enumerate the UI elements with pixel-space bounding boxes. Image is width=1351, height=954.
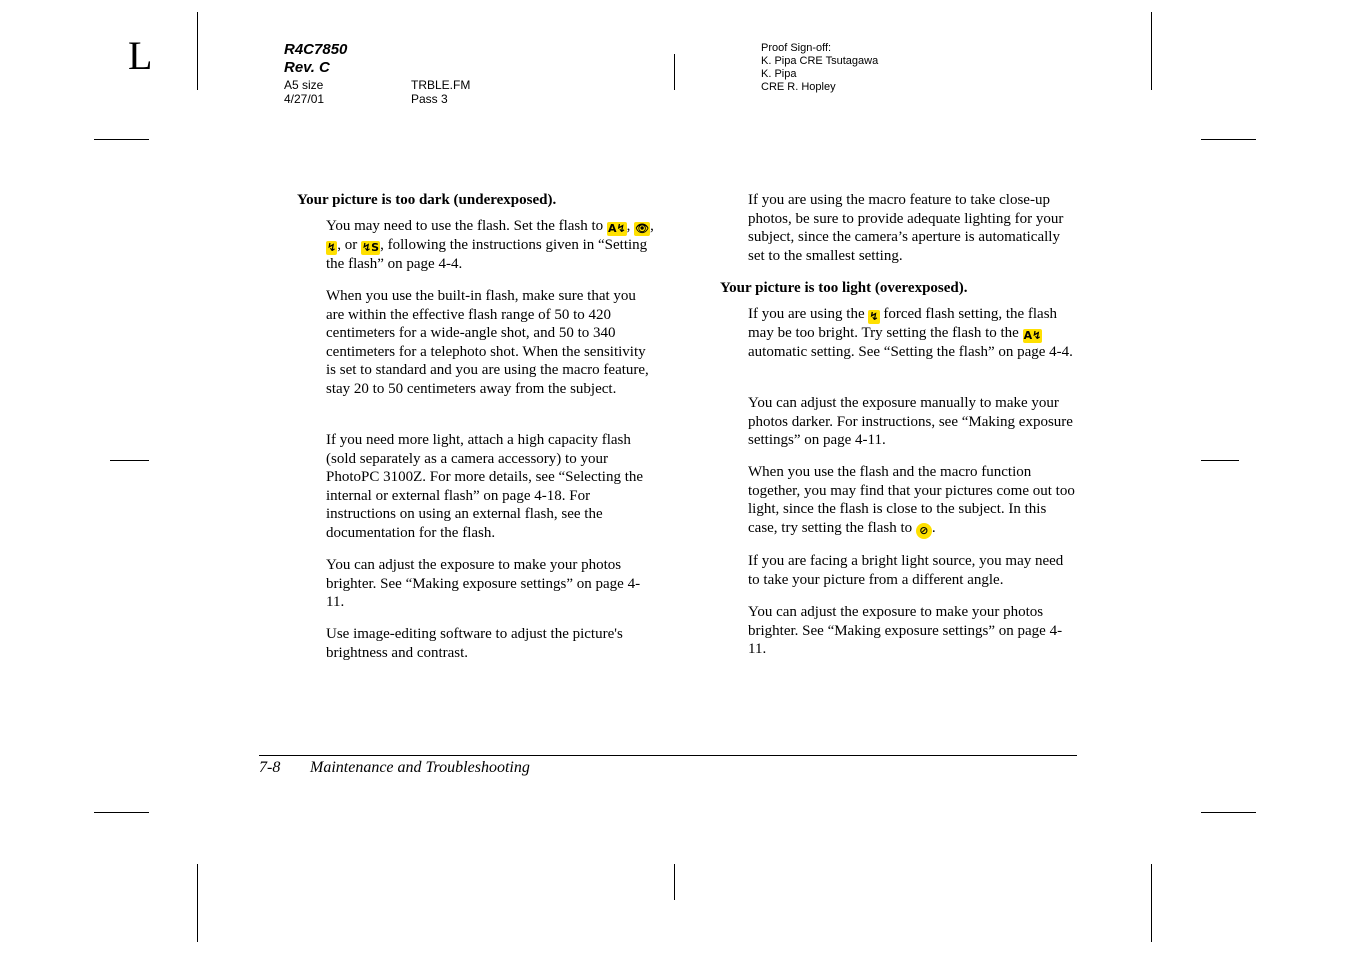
crop-mark-left-lower bbox=[94, 812, 149, 813]
proof-line: K. Pipa bbox=[761, 68, 797, 80]
crop-mark-right-middle bbox=[1201, 460, 1239, 461]
auto-flash-icon: A↯ bbox=[1023, 329, 1042, 342]
crop-mark-right-upper bbox=[1201, 139, 1256, 140]
section-heading-underexposed: Your picture is too dark (underexposed). bbox=[297, 192, 557, 208]
crop-mark-bottom-right bbox=[1151, 864, 1152, 942]
paragraph-external-flash: If you need more light, attach a high capacity flash (sold separately as a camera accessory) to your PhotoPC 3100Z. For more details, see “Selecting the internal or external flash” on page 4-18. For instructions on using an external flash, see the documentation for the flash. bbox=[326, 432, 644, 541]
corner-letter: L bbox=[128, 33, 153, 78]
text-run: , bbox=[626, 218, 631, 234]
crop-mark-top-left bbox=[197, 12, 198, 90]
text-run: automatic setting. See “Setting the flash” on page 4-4. bbox=[748, 344, 1073, 360]
footer-rule bbox=[259, 755, 1077, 756]
paragraph-exposure-darker: You can adjust the exposure manually to make your photos darker. For instructions, see “Making exposure settings” on page 4-11. bbox=[748, 395, 1073, 449]
header-date: 4/27/01 bbox=[284, 92, 325, 106]
text-run: You may need to use the flash. Set the flash to bbox=[326, 218, 607, 234]
crop-mark-right-lower bbox=[1201, 812, 1256, 813]
page-number: 7-8 bbox=[259, 759, 281, 776]
forced-flash-icon: ↯ bbox=[869, 310, 879, 323]
paragraph-exposure-brighter-right: You can adjust the exposure to make your photos brighter. See “Making exposure settings” on page 4-11. bbox=[748, 604, 1063, 658]
crop-mark-left-upper bbox=[94, 139, 149, 140]
text-run: . bbox=[931, 519, 936, 536]
proof-line: CRE R. Hopley bbox=[761, 81, 836, 93]
proof-line: Proof Sign-off: bbox=[761, 42, 832, 54]
text-run: , following the instructions given in “Setting the flash” on page 4-4. bbox=[326, 237, 648, 272]
text-run: If you are using the bbox=[748, 306, 869, 322]
paragraph-forced-flash bbox=[748, 305, 1076, 362]
text-run: , bbox=[650, 218, 654, 234]
crop-mark-bottom-center bbox=[674, 864, 675, 900]
paragraph-exposure-brighter: You can adjust the exposure to make your photos brighter. See “Making exposure settings” on page 4-11. bbox=[326, 557, 641, 611]
header-revision: Rev. C bbox=[284, 59, 330, 76]
paragraph-flash-range: When you use the built-in flash, make sure that you are within the effective flash range of 50 to 420 centimeters for a wide-angle shot, and 50 to 340 centimeters for a telephoto shot. When the sensitivity is set to standard and you are using the macro feature, stay 20 to 50 centimeters away from the subject. bbox=[326, 288, 649, 397]
red-eye-icon: 👁 bbox=[635, 222, 650, 235]
paragraph-macro-lighting: If you are using the macro feature to take close-up photos, be sure to provide adequate lighting for your subject, since the camera’s aperture is automatically set to the smallest setting. bbox=[748, 192, 1064, 264]
auto-flash-icon: A↯ bbox=[607, 222, 626, 235]
proof-line: K. Pipa CRE Tsutagawa bbox=[761, 55, 879, 67]
text-run: When you use the flash and the macro function together, you may find that your pictures come out too light, since the flash is close to the subject. In this case, try setting the flash to bbox=[748, 464, 1075, 536]
paragraph-bright-light: If you are facing a bright light source, you may need to take your picture from a different angle. bbox=[748, 553, 1064, 588]
header-size: A5 size bbox=[284, 78, 324, 92]
footer-section-title: Maintenance and Troubleshooting bbox=[310, 759, 530, 776]
crop-mark-left-middle bbox=[110, 460, 149, 461]
crop-mark-top-right bbox=[1151, 12, 1152, 90]
crop-mark-top-center bbox=[674, 54, 675, 90]
flash-off-icon: ⊘ bbox=[916, 523, 932, 539]
proof-signoff bbox=[761, 42, 878, 94]
paragraph-flash-setting bbox=[326, 217, 654, 274]
header-model: R4C7850 bbox=[284, 41, 348, 58]
section-heading-overexposed: Your picture is too light (overexposed). bbox=[720, 280, 968, 296]
header-pass: Pass 3 bbox=[411, 92, 448, 106]
header-file: TRBLE.FM bbox=[411, 78, 471, 92]
text-run: , or bbox=[337, 237, 361, 253]
crop-mark-bottom-left bbox=[197, 864, 198, 942]
paragraph-image-editing: Use image-editing software to adjust the picture's brightness and contrast. bbox=[326, 626, 623, 661]
paragraph-flash-macro bbox=[748, 463, 1076, 539]
slow-sync-flash-icon: ↯S bbox=[361, 241, 380, 254]
forced-flash-icon: ↯ bbox=[327, 241, 337, 254]
text-run: forced flash setting, the flash may be too bright. Try setting the flash to the bbox=[748, 306, 1058, 341]
